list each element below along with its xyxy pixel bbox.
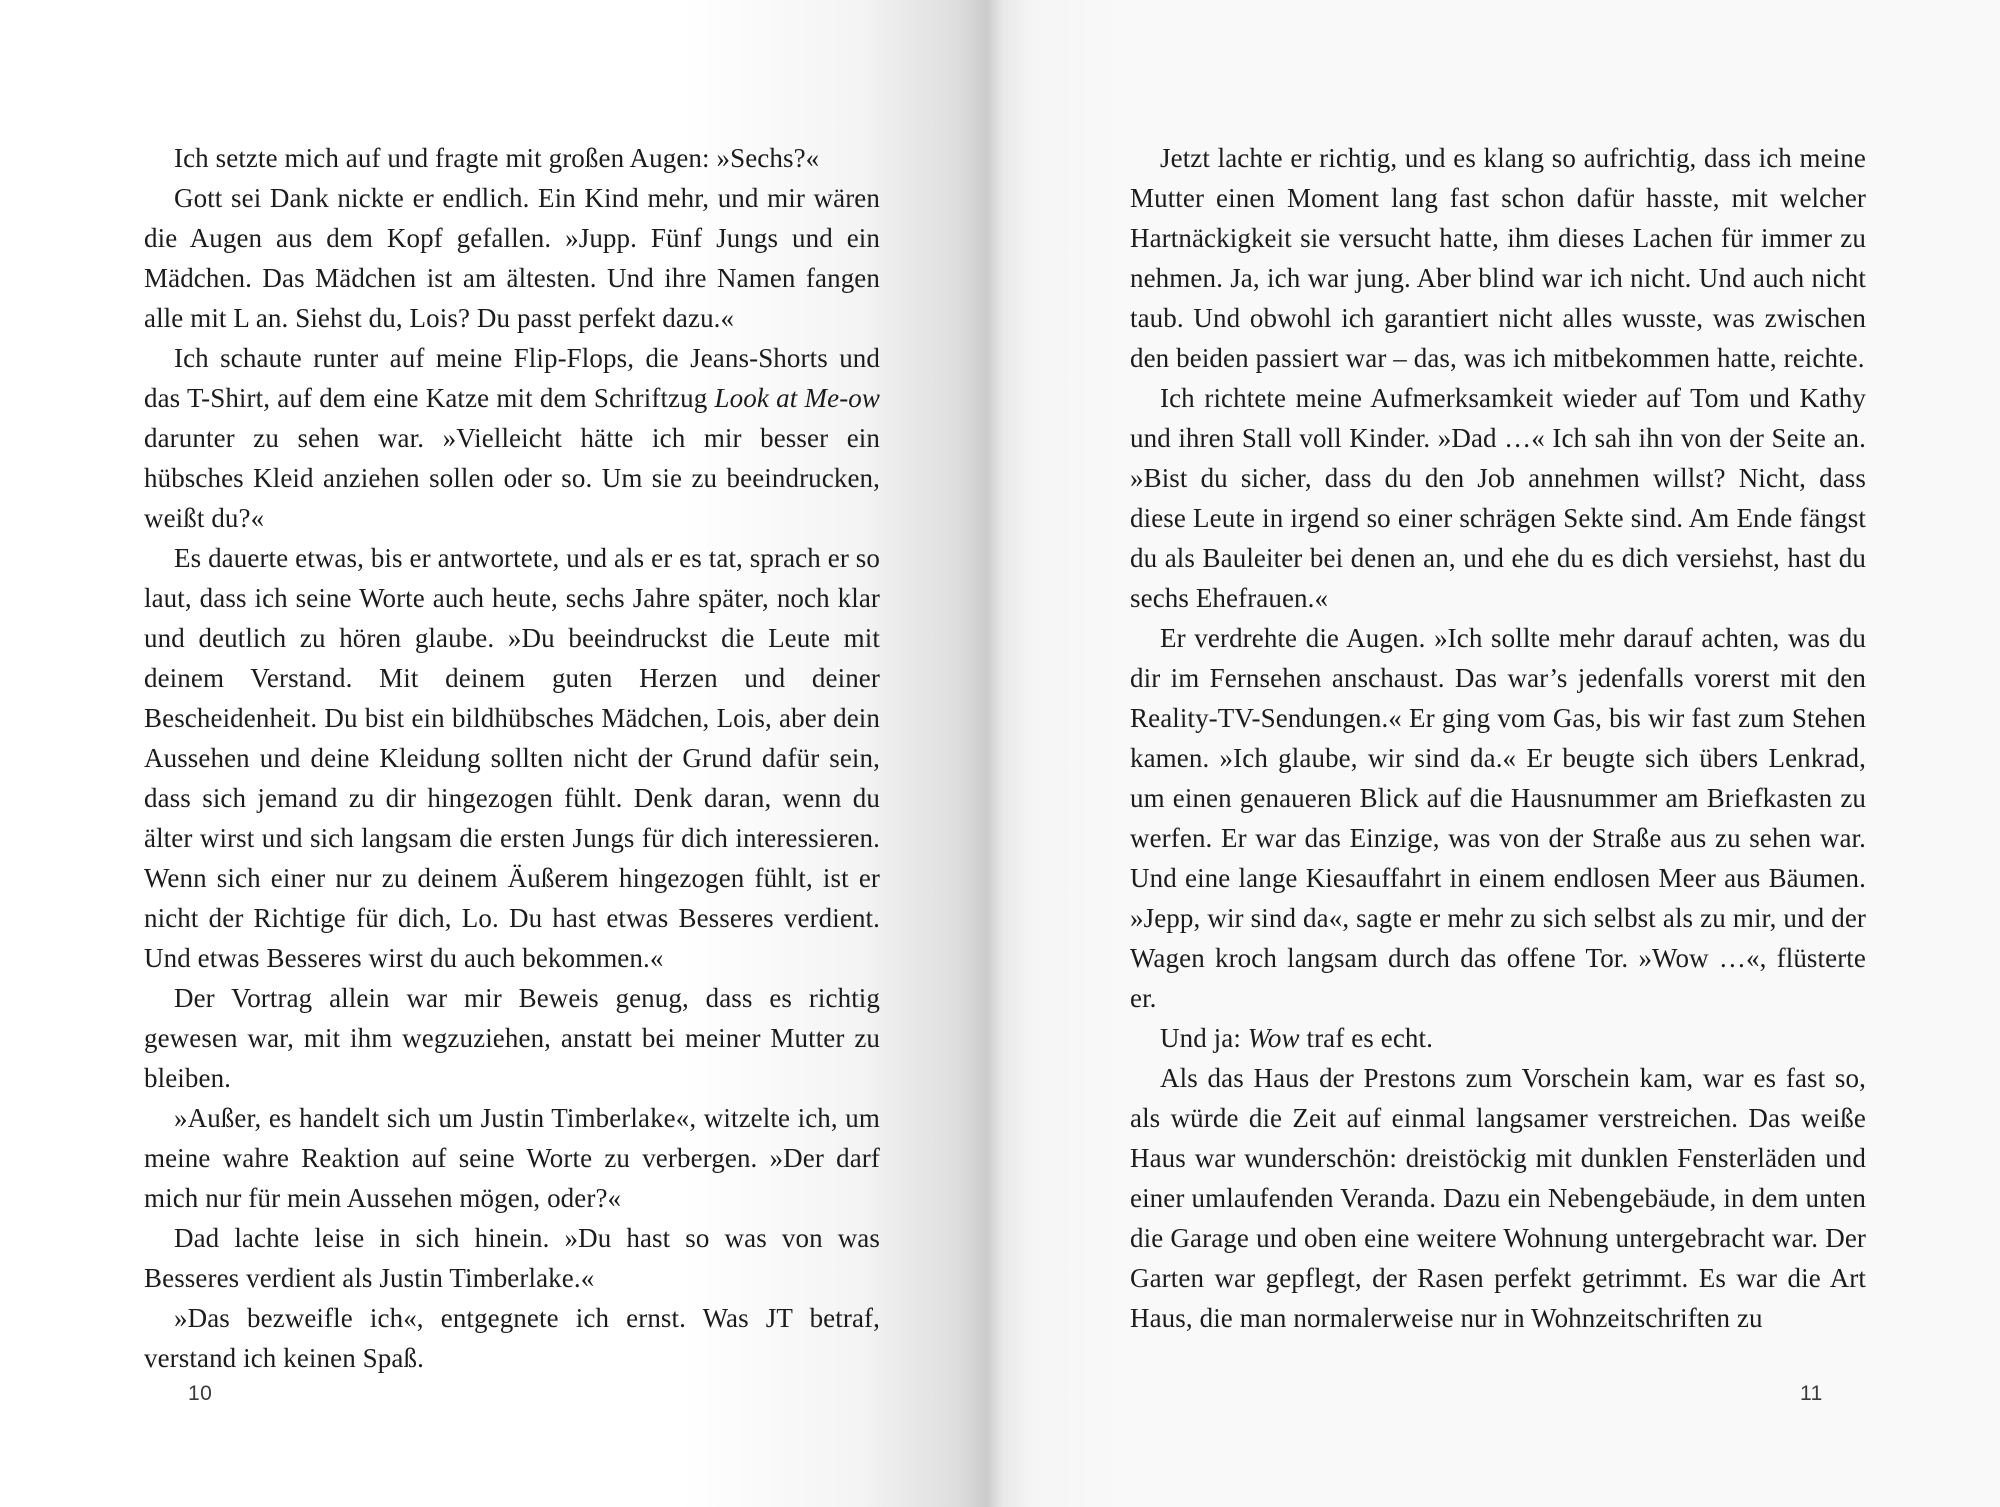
paragraph	[1130, 1018, 1866, 1058]
page-right-text	[1130, 138, 1866, 1338]
page-number-right: 11	[1800, 1382, 1823, 1405]
paragraph: Dad lachte leise in sich hinein. »Du hast so was von was Besseres verdient als Justin Timberlake.«	[144, 1223, 880, 1293]
paragraph: »Das bezweifle ich«, entgegnete ich ernst. Was JT betraf, verstand ich keinen Spaß.	[144, 1303, 880, 1373]
paragraph: »Außer, es handelt sich um Justin Timberlake«, witzelte ich, um meine wahre Reaktion auf seine Worte zu verbergen. »Der darf mich nur für mein Aussehen mögen, oder?«	[144, 1103, 880, 1213]
paragraph-text: darunter zu sehen war. »Vielleicht hätte ich mir besser ein hübsches Kleid anziehen sollen oder so. Um sie zu beeindrucken, weißt du?«	[144, 423, 880, 533]
paragraph: Es dauerte etwas, bis er antwortete, und als er es tat, sprach er so laut, dass ich seine Worte auch heute, sechs Jahre später, noch klar und deutlich zu hören glaube. »Du beeindruckst die Leute mit deinem Verstand. Mit deinem guten Herzen und deiner Bescheidenheit. Du bist ein bildhübsches Mädchen, Lois, aber dein Aussehen und deine Kleidung sollten nicht der Grund dafür sein, dass sich jemand zu dir hingezogen fühlt. Denk daran, wenn du älter wirst und sich langsam die ersten Jungs für dich interessieren. Wenn sich einer nur zu deinem Äußerem hingezogen fühlt, ist er nicht der Richtige für dich, Lo. Du hast etwas Besseres verdient. Und etwas Besseres wirst du auch bekommen.«	[144, 543, 880, 973]
page-left-text	[144, 138, 880, 1378]
italic-text: Look at Me-ow	[714, 383, 880, 413]
paragraph-text: Ich schaute runter auf meine Flip-Flops, die Jeans-Shorts und das T-Shirt, auf dem eine Katze mit dem Schriftzug	[144, 343, 880, 413]
paragraph	[144, 338, 880, 538]
paragraph-text: Und ja:	[1160, 1023, 1248, 1053]
page-number-left: 10	[188, 1382, 213, 1405]
paragraph: Als das Haus der Prestons zum Vorschein kam, war es fast so, als würde die Zeit auf einmal langsamer verstreichen. Das weiße Haus war wunderschön: dreistöckig mit dunklen Fensterläden und einer umlaufenden Veranda. Dazu ein Nebengebäude, in dem unten die Garage und oben eine weitere Wohnung untergebracht war. Der Garten war gepflegt, der Rasen perfekt getrimmt. Es war die Art Haus, die man normalerweise nur in Wohnzeitschriften zu	[1130, 1063, 1866, 1333]
paragraph: Ich richtete meine Aufmerksamkeit wieder auf Tom und Kathy und ihren Stall voll Kinder. »Dad …« Ich sah ihn von der Seite an. »Bist du sicher, dass du den Job annehmen willst? Nicht, dass diese Leute in irgend so einer schrägen Sekte sind. Am Ende fängst du als Bauleiter bei denen an, und ehe du es dich versiehst, hast du sechs Ehefrauen.«	[1130, 383, 1866, 613]
paragraph-text: traf es echt.	[1299, 1023, 1433, 1053]
italic-text: Wow	[1247, 1023, 1300, 1053]
paragraph: Ich setzte mich auf und fragte mit großen Augen: »Sechs?«	[174, 143, 820, 173]
paragraph: Er verdrehte die Augen. »Ich sollte mehr darauf achten, was du dir im Fernsehen anschaust. Das war’s jedenfalls vorerst mit den Reality-TV-Sendungen.« Er ging vom Gas, bis wir fast zum Stehen kamen. »Ich glaube, wir sind da.« Er beugte sich übers Lenkrad, um einen genaueren Blick auf die Hausnummer am Briefkasten zu werfen. Er war das Einzige, was von der Straße aus zu sehen war. Und eine lange Kiesauffahrt in einem endlosen Meer aus Bäumen. »Jepp, wir sind da«, sagte er mehr zu sich selbst als zu mir, und der Wagen kroch langsam durch das offene Tor. »Wow …«, flüsterte er.	[1130, 623, 1866, 1013]
paragraph: Gott sei Dank nickte er endlich. Ein Kind mehr, und mir wären die Augen aus dem Kopf gefallen. »Jupp. Fünf Jungs und ein Mädchen. Das Mädchen ist am ältesten. Und ihre Namen fangen alle mit L an. Siehst du, Lois? Du passt perfekt dazu.«	[144, 183, 880, 333]
paragraph: Jetzt lachte er richtig, und es klang so aufrichtig, dass ich meine Mutter einen Moment lang fast schon dafür hasste, mit welcher Hartnäckigkeit sie versucht hatte, ihm dieses Lachen für immer zu nehmen. Ja, ich war jung. Aber blind war ich nicht. Und auch nicht taub. Und obwohl ich garantiert nicht alles wusste, was zwischen den beiden passiert war – das, was ich mitbekommen hatte, reichte.	[1130, 143, 1866, 373]
paragraph: Der Vortrag allein war mir Beweis genug, dass es richtig gewesen war, mit ihm wegzuziehen, anstatt bei meiner Mutter zu bleiben.	[144, 983, 880, 1093]
